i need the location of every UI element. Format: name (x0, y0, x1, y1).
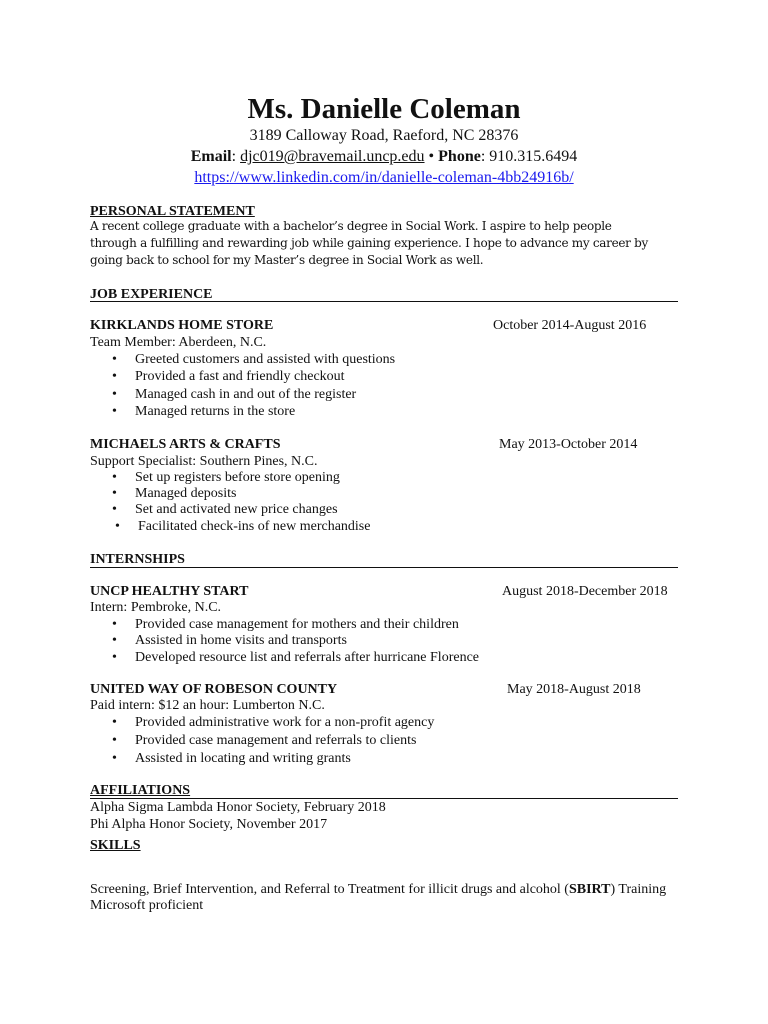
skills-acronym: SBIRT (568, 882, 611, 897)
section-divider (90, 301, 678, 302)
linkedin-link[interactable]: https://www.linkedin.com/in/danielle-coleman-4bb24916b/ (194, 169, 574, 186)
job-org: UNITED WAY OF ROBESON COUNTY (90, 682, 338, 697)
job-org: MICHAELS ARTS & CRAFTS (90, 437, 281, 452)
list-item: • Greeted customers and assisted with questions (135, 352, 395, 368)
section-divider (90, 798, 678, 799)
affiliations-heading: AFFILIATIONS (90, 783, 191, 798)
job-dates: October 2014-August 2016 (493, 318, 647, 333)
email-label: Email (190, 148, 232, 165)
list-item: • Set and activated new price changes (135, 502, 338, 518)
contact-line: Email: djc019@bravemail.uncp.edu • Phone: 910.315.6494 (190, 148, 578, 165)
list-item: • Set up registers before store opening (135, 470, 340, 486)
list-item: • Provided a fast and friendly checkout (135, 369, 345, 385)
list-item: • Developed resource list and referrals after hurricane Florence (135, 650, 479, 666)
list-item: • Facilitated check-ins of new merchandise (138, 519, 370, 535)
skills-line (90, 882, 666, 898)
list-item: Phi Alpha Honor Society, November 2017 (90, 817, 328, 832)
skills-heading: SKILLS (90, 838, 141, 853)
list-item: • Assisted in home visits and transports (135, 633, 347, 649)
list-item: • Provided administrative work for a non-profit agency (135, 715, 434, 731)
phone-label: Phone (438, 148, 481, 165)
list-item: • Managed cash in and out of the register (135, 387, 356, 403)
job-experience-heading: JOB EXPERIENCE (90, 287, 213, 302)
list-item: Alpha Sigma Lambda Honor Society, February 2018 (90, 800, 386, 815)
job-role: Intern: Pembroke, N.C. (90, 600, 222, 615)
job-role: Team Member: Aberdeen, N.C. (90, 335, 267, 350)
list-item: • Managed deposits (135, 486, 236, 502)
skills-text: ) Training (610, 882, 667, 897)
address: 3189 Calloway Road, Raeford, NC 28376 (249, 127, 519, 144)
email-address[interactable]: djc019@bravemail.uncp.edu (240, 148, 425, 165)
list-item: • Managed returns in the store (135, 404, 295, 420)
list-item: • Assisted in locating and writing grants (135, 751, 351, 767)
job-dates: August 2018-December 2018 (502, 584, 668, 599)
contact-separator: • (424, 148, 439, 165)
job-org: UNCP HEALTHY START (90, 584, 249, 599)
list-item: • Provided case management and referrals to clients (135, 733, 416, 749)
job-org: KIRKLANDS HOME STORE (90, 318, 274, 333)
resume-name: Ms. Danielle Coleman (247, 93, 521, 125)
section-divider (90, 567, 678, 568)
skills-line: Microsoft proficient (90, 898, 204, 913)
phone-number: 910.315.6494 (489, 148, 578, 165)
personal-statement-text: A recent college graduate with a bachelor’s degree in Social Work. I aspire to help people through a fulfilling and rewarding job while gaining experience. I hope to advance my career by going back to school for my Master’s degree in Social Work as well. (90, 219, 648, 267)
job-role: Paid intern: $12 an hour: Lumberton N.C. (90, 698, 325, 713)
personal-statement-heading: PERSONAL STATEMENT (90, 204, 255, 219)
job-dates: May 2018-August 2018 (507, 682, 641, 697)
job-role: Support Specialist: Southern Pines, N.C. (90, 454, 318, 469)
internships-heading: INTERNSHIPS (90, 552, 185, 567)
list-item: • Provided case management for mothers and their children (135, 617, 459, 633)
job-dates: May 2013-October 2014 (499, 437, 638, 452)
skills-text: Screening, Brief Intervention, and Referral to Treatment for illicit drugs and alcohol ( (90, 882, 569, 897)
